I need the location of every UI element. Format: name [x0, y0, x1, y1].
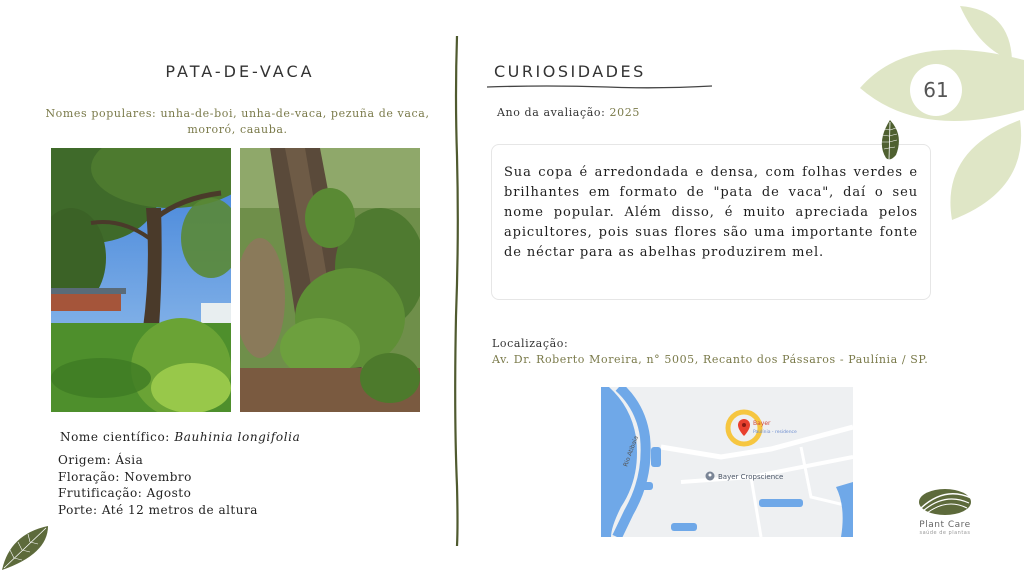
location-label: Localização:	[492, 337, 569, 350]
logo-leaf-icon	[917, 486, 973, 516]
trunk-photo	[240, 148, 420, 412]
origin: Origem: Ásia	[58, 453, 144, 467]
fruiting: Frutificação: Agosto	[58, 486, 192, 500]
page-number: 61	[910, 64, 962, 116]
column-divider	[452, 36, 462, 546]
scientific-name-label: Nome científico:	[60, 430, 170, 444]
tree-photo	[51, 148, 231, 412]
evaluation-year	[497, 106, 640, 119]
location-map[interactable]	[601, 387, 853, 537]
place-label: Bayer Cropscience	[718, 473, 784, 481]
corner-leaf-icon	[0, 524, 52, 572]
curiosities-text: Sua copa é arredondada e densa, com folhas verdes e brilhantes em formato de "pata de vaca", daí o seu nome popular. Além disso, é muito apreciada pelos apicultores, pois suas flores são uma importante fonte de néctar para as abelhas produzirem mel.	[504, 165, 918, 260]
plant-facts	[58, 452, 258, 518]
pin-label: Bayer	[753, 420, 771, 427]
logo-tagline: saúde de plantas	[919, 530, 971, 536]
scientific-name	[60, 430, 300, 444]
plant-care-logo	[905, 486, 985, 542]
road-label: Rio Atibaia	[622, 434, 640, 468]
pin-sublabel: Paulínia - residence	[753, 430, 797, 435]
popular-names-label: Nomes populares:	[45, 107, 157, 120]
flowering: Floração: Novembro	[58, 469, 192, 484]
curiosities-title: CURIOSIDADES	[494, 62, 646, 81]
location-address: Av. Dr. Roberto Moreira, n° 5005, Recanto dos Pássaros - Paulínia / SP.	[492, 353, 929, 366]
evaluation-year-label: Ano da avaliação:	[497, 106, 606, 119]
evaluation-year-value: 2025	[609, 106, 640, 119]
popular-names-value: unha-de-boi, unha-de-vaca, pezuña de vaca, mororó, caauba.	[160, 107, 430, 136]
logo-name: Plant Care	[919, 520, 971, 530]
title-underline	[487, 84, 712, 90]
plant-title: PATA-DE-VACA	[165, 62, 315, 81]
popular-names	[30, 106, 445, 138]
size: Porte: Até 12 metros de altura	[58, 502, 258, 517]
scientific-name-value: Bauhinia longifolia	[174, 430, 301, 444]
small-leaf-icon	[876, 120, 904, 162]
